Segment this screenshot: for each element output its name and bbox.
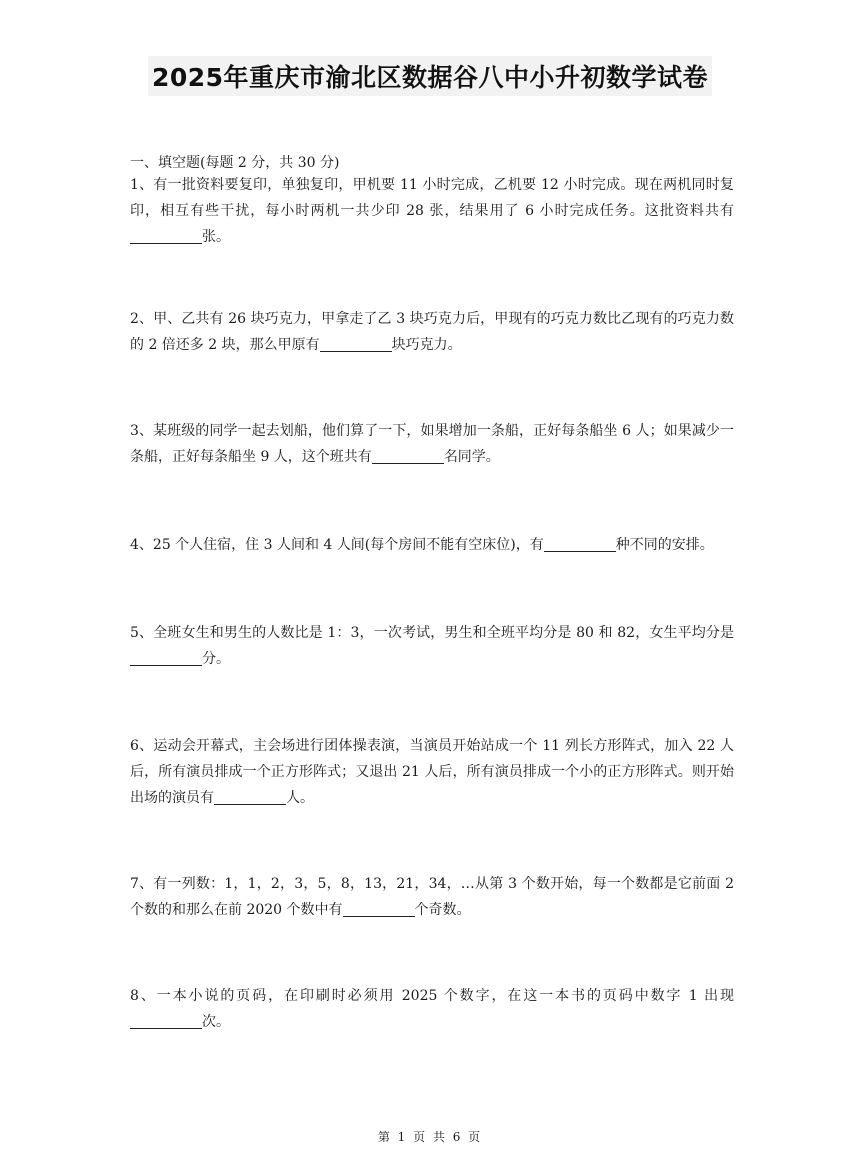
question-5-text: 5、全班女生和男生的人数比是 1：3，一次考试，男生和全班平均分是 80 和 82，女生平均分是 bbox=[130, 625, 734, 641]
question-7-text: 7、有一列数：1，1，2，3，5，8，13，21，34，…从第 3 个数开始，每一个数都是它前面 2 个数的和那么在前 2020 个数中有 bbox=[130, 876, 734, 918]
page-footer: 第 1 页 共 6 页 bbox=[377, 1130, 483, 1144]
question-8-suffix: 次。 bbox=[202, 1014, 230, 1030]
question-4-text: 4、25 个人住宿，住 3 人间和 4 人间(每个房间不能有空床位)，有 bbox=[130, 537, 544, 553]
question-3-text: 3、某班级的同学一起去划船，他们算了一下，如果增加一条船，正好每条船坐 6 人；如果减少一条船，正好每条船坐 9 人，这个班共有 bbox=[130, 423, 734, 465]
question-5 bbox=[130, 620, 734, 672]
question-7 bbox=[130, 871, 734, 923]
question-7-suffix: 个奇数。 bbox=[414, 902, 471, 918]
question-6-text: 6、运动会开幕式，主会场进行团体操表演，当演员开始站成一个 11 列长方形阵式，加入 22 人后，所有演员排成一个正方形阵式；又退出 21 人后，所有演员排成一个小的正方形阵式。则开始出场的演员有 bbox=[130, 738, 734, 806]
question-8-text: 8、一本小说的页码，在印刷时必须用 2025 个数字，在这一本书的页码中数字 1 出现 bbox=[130, 988, 734, 1004]
exam-title-container bbox=[0, 56, 860, 96]
question-5-suffix: 分。 bbox=[202, 651, 230, 667]
answer-blank-5[interactable] bbox=[130, 649, 202, 666]
answer-blank-7[interactable] bbox=[343, 900, 415, 917]
question-4 bbox=[130, 532, 734, 558]
answer-blank-2[interactable] bbox=[320, 335, 392, 352]
answer-blank-4[interactable] bbox=[544, 535, 616, 552]
answer-blank-8[interactable] bbox=[130, 1012, 202, 1029]
question-8 bbox=[130, 983, 734, 1035]
question-1-suffix: 张。 bbox=[202, 229, 230, 245]
answer-blank-1[interactable] bbox=[130, 227, 202, 244]
question-2 bbox=[130, 306, 734, 358]
question-3-suffix: 名同学。 bbox=[443, 449, 500, 465]
question-6-suffix: 人。 bbox=[286, 790, 314, 806]
question-3 bbox=[130, 418, 734, 470]
question-1-text: 1、有一批资料要复印，单独复印，甲机要 11 小时完成，乙机要 12 小时完成。现在两机同时复印，相互有些干扰，每小时两机一共少印 28 张，结果用了 6 小时完成任务。这批资料共有 bbox=[130, 177, 734, 219]
question-1 bbox=[130, 172, 734, 250]
section-header: 一、填空题(每题 2 分，共 30 分) bbox=[130, 155, 340, 171]
question-2-suffix: 块巧克力。 bbox=[391, 337, 462, 353]
answer-blank-6[interactable] bbox=[214, 788, 286, 805]
question-2-text: 2、甲、乙共有 26 块巧克力，甲拿走了乙 3 块巧克力后，甲现有的巧克力数比乙现有的巧克力数的 2 倍还多 2 块，那么甲原有 bbox=[130, 311, 734, 353]
exam-title: 2025年重庆市渝北区数据谷八中小升初数学试卷 bbox=[148, 56, 712, 96]
answer-blank-3[interactable] bbox=[372, 447, 444, 464]
question-6 bbox=[130, 733, 734, 811]
question-4-suffix: 种不同的安排。 bbox=[615, 537, 714, 553]
